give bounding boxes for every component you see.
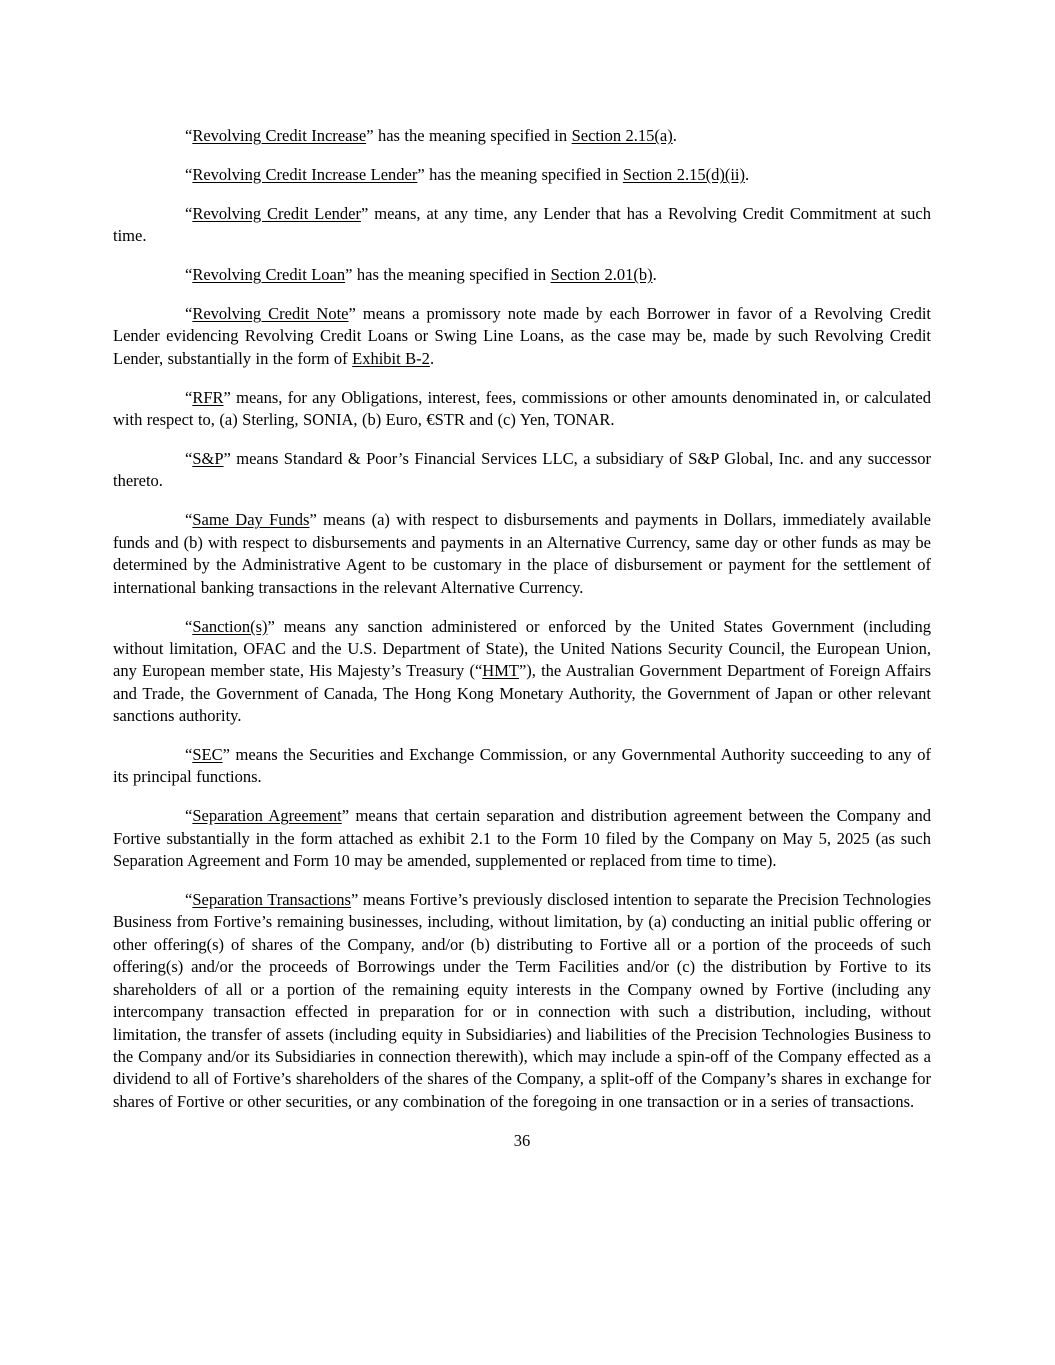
paragraph-text: ” means Standard & Poor’s Financial Services LLC, a subsidiary of S&P Global, Inc. and any successor thereto. (113, 449, 931, 491)
paragraph-text: “ (185, 203, 193, 223)
paragraph (113, 616, 931, 728)
paragraph-text: . (652, 265, 657, 285)
paragraph-text: “ (185, 387, 193, 407)
paragraph (113, 889, 931, 1113)
paragraph-text: “ (185, 265, 193, 285)
paragraph-text: ” means, for any Obligations, interest, fees, commissions or other amounts denominated in, or calculated with respect to, (a) Sterling, SONIA, (b) Euro, €STR and (c) Yen, TONAR. (113, 387, 931, 430)
defined-term: SEC (192, 745, 223, 765)
paragraph-text: ” means that certain separation and distribution agreement between the Company and Fortive substantially in the form attached as exhibit 2.1 to the Form 10 filed by the Company on May 5, 2025 (as such Separation Agreement and Form 10 may be amended, supplemented or replaced from time to time). (113, 806, 931, 871)
defined-term: Revolving Credit Increase Lender (192, 164, 418, 184)
paragraph-text: “ (185, 510, 193, 530)
paragraph (113, 125, 931, 147)
paragraph (113, 264, 931, 286)
defined-term: Exhibit B-2 (352, 348, 430, 368)
paragraph-text: “ (185, 304, 193, 324)
paragraph-text: ” means Fortive’s previously disclosed intention to separate the Precision Technologies Business from Fortive’s remaining businesses, including, without limitation, by (a) conducting an initial public offering or other offering(s) of shares of the Company, and/or (b) distributing to Fortive all or a portion of the proceeds of such offering(s) and/or the proceeds of Borrowings under the Term Facilities and/or (c) the distribution by Fortive to its shareholders of all or a portion of the remaining equity interests in the Company owned by Fortive (including any intercompany transaction effected in preparation for or in connection with such a distribution, including, without limitation, the transfer of assets (including equity in Subsidiaries) and liabilities of the Precision Technologies Business to the Company and/or its Subsidiaries in connection therewith), which may include a spin-off of the Company effected as a dividend to all of Fortive’s shareholders of the shares of the Company, a split-off of the Company’s shares in exchange for shares of Fortive or other securities, or any combination of the foregoing in one transaction or in a series of transactions. (113, 890, 931, 1111)
defined-term: HMT (482, 661, 519, 681)
paragraph-text: . (429, 348, 435, 368)
paragraph-text: ” means any sanction administered or enforced by the United States Government (including without limitation, OFAC and the U.S. Department of State), the United Nations Security Council, the European Union, any European member state, His Majesty’s Treasury (“ (113, 616, 931, 681)
paragraph-text: “ (185, 890, 193, 910)
paragraph-text: ”), the Australian Government Department of Foreign Affairs and Trade, the Government of Canada, The Hong Kong Monetary Authority, the Government of Japan or other relevant sanctions authority. (113, 661, 932, 726)
defined-term: Revolving Credit Increase (192, 126, 367, 145)
defined-term: Revolving Credit Lender (192, 203, 361, 223)
paragraph-text: “ (185, 806, 193, 826)
paragraph-text: “ (185, 164, 193, 184)
defined-term: Section 2.15(d)(ii) (622, 164, 746, 184)
defined-term: Revolving Credit Loan (192, 265, 346, 285)
defined-term: Section 2.01(b) (550, 265, 653, 285)
defined-term: Separation Agreement (192, 806, 342, 826)
paragraph (113, 744, 931, 789)
paragraph (113, 509, 931, 599)
paragraph (113, 164, 931, 186)
defined-term: Revolving Credit Note (192, 304, 349, 324)
page-number: 36 (513, 1131, 531, 1151)
paragraph-text: ” has the meaning specified in (417, 164, 623, 184)
defined-term: RFR (192, 387, 224, 407)
paragraph-text: ” has the meaning specified in (345, 265, 551, 285)
paragraph (113, 303, 931, 370)
paragraph-text: . (745, 164, 750, 184)
paragraph-text: ” means (a) with respect to disbursements and payments in Dollars, immediately available funds and (b) with respect to disbursements and payments in an Alternative Currency, same day or other funds as may be determined by the Administrative Agent to be customary in the place of disbursement or payment for the settlement of international banking transactions in the relevant Alternative Currency. (113, 510, 931, 597)
paragraph (113, 805, 931, 872)
paragraph (113, 203, 931, 248)
document-body (113, 125, 931, 1113)
defined-term: Same Day Funds (192, 510, 310, 530)
paragraph-text: ” has the meaning specified in (366, 126, 572, 145)
paragraph-text: . (672, 126, 677, 145)
defined-term: Section 2.15(a) (571, 126, 673, 145)
paragraph-text: ” means a promissory note made by each Borrower in favor of a Revolving Credit Lender evidencing Revolving Credit Loans or Swing Line Loans, as the case may be, made by such Revolving Credit Lender, substantially in the form of (113, 304, 931, 368)
paragraph (113, 448, 931, 493)
paragraph-text: “ (185, 616, 193, 636)
defined-term: Sanction(s) (192, 616, 268, 636)
paragraph-text: ” means, at any time, any Lender that has a Revolving Credit Commitment at such time. (113, 203, 932, 246)
paragraph-text: ” means the Securities and Exchange Commission, or any Governmental Authority succeeding to any of its principal functions. (113, 745, 931, 787)
defined-term: Separation Transactions (192, 890, 351, 910)
paragraph (113, 387, 931, 432)
paragraph-text: “ (185, 449, 193, 469)
paragraph-text: “ (185, 126, 193, 145)
defined-term: S&P (192, 449, 224, 469)
paragraph-text: “ (185, 745, 193, 765)
